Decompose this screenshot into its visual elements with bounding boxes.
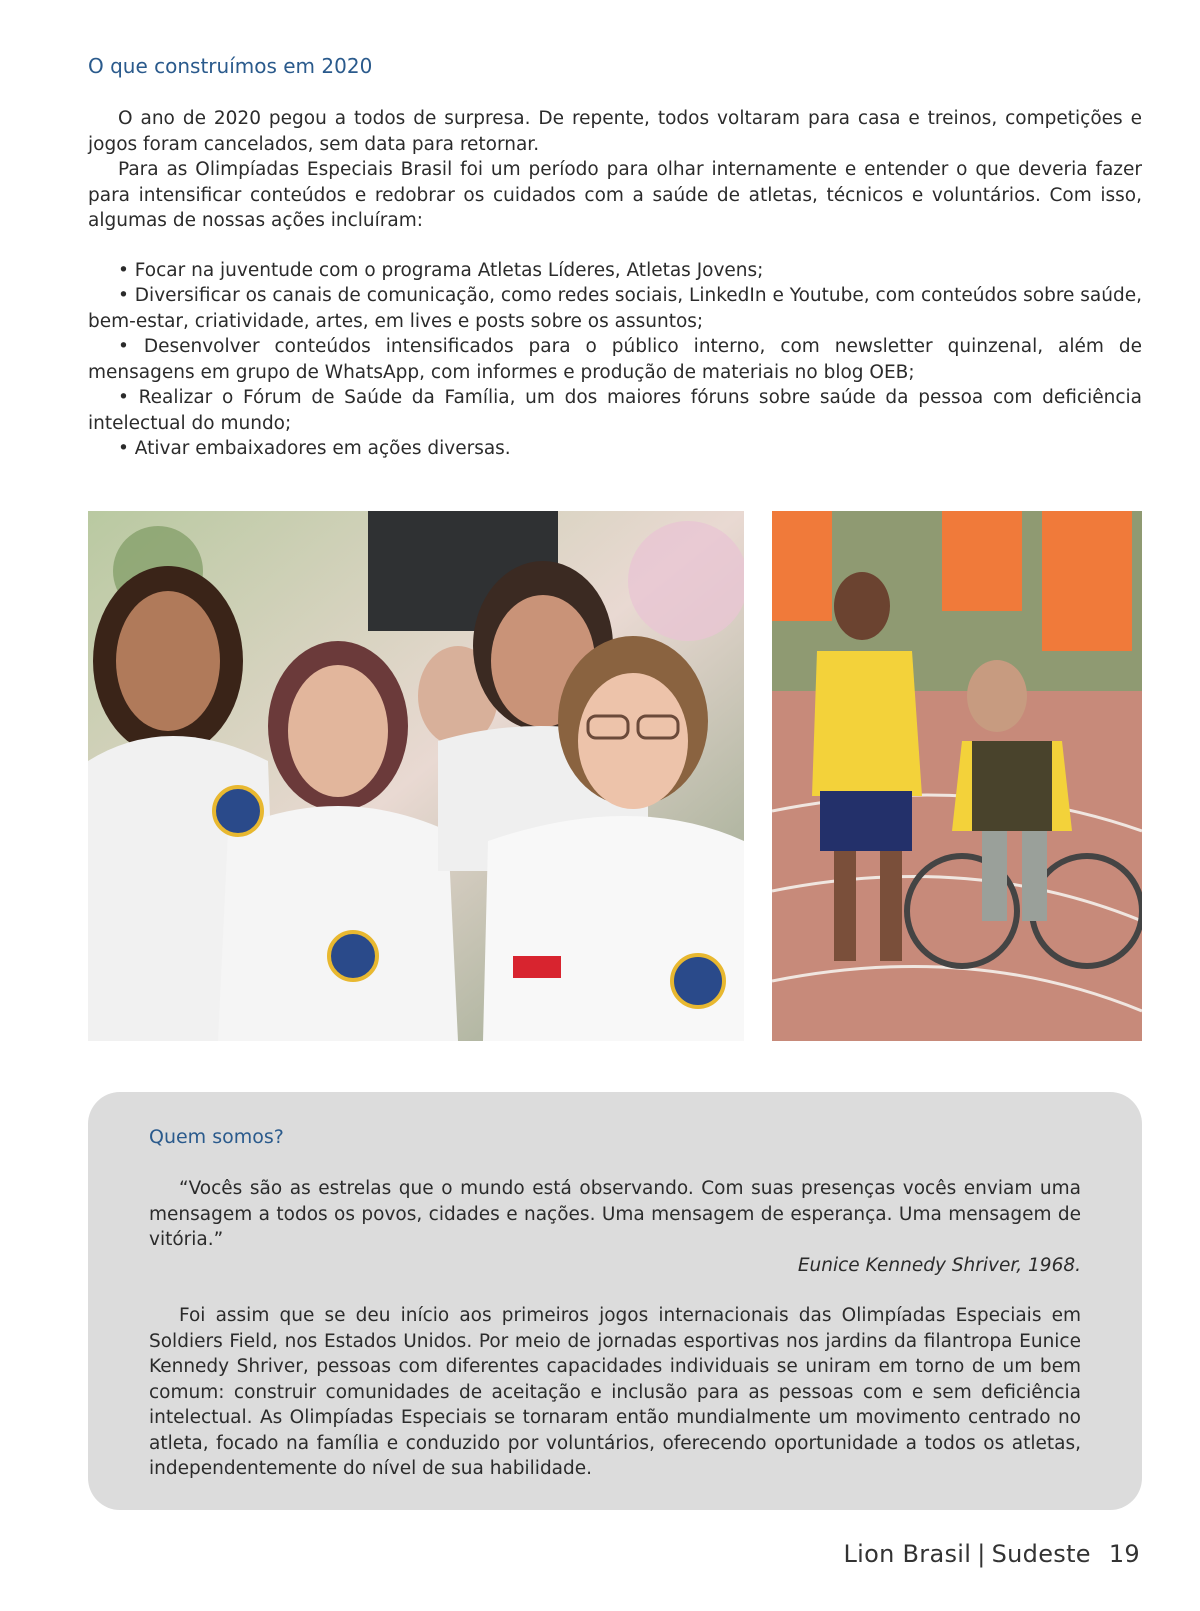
quote: “Vocês são as estrelas que o mundo está observando. Com suas presenças vocês enviam uma mensagem a todos os povos, cidades e nações. Uma mensagem de esperança. Uma mensagem de vitória.” (149, 1178, 1081, 1250)
box-body (149, 1176, 1081, 1482)
actions-list (88, 258, 1142, 462)
photo-wheelchair-athlete-image (772, 511, 1142, 1041)
photo-wheelchair-athlete (772, 511, 1142, 1041)
section-title: O que construímos em 2020 (88, 54, 373, 78)
list-item: • Diversificar os canais de comunicação, como redes sociais, LinkedIn e Youtube, com conteúdos sobre saúde, bem-estar, criatividade, artes, em lives e posts sobre os assuntos; (88, 285, 1142, 332)
photo-athletes-group-image (88, 511, 744, 1041)
intro-paragraph-1: O ano de 2020 pegou a todos de surpresa. De repente, todos voltaram para casa e treinos, competições e jogos foram cancelados, sem data para retornar. (88, 108, 1142, 155)
box-paragraph: Foi assim que se deu início aos primeiros jogos internacionais das Olimpíadas Especiais em Soldiers Field, nos Estados Unidos. Por meio de jornadas esportivas nos jardins da filantropa Eunice Kennedy Shriver, pessoas com diferentes capacidades individuais se uniram em torno de um bem comum: construir comunidades de aceitação e inclusão para as pessoas com e sem deficiência intelectual. As Olimpíadas Especiais se tornaram então mundialmente um movimento centrado no atleta, focado na família e conduzido por voluntários, oferecendo oportunidade a todos os atletas, independentemente do nível de sua habilidade. (149, 1305, 1081, 1479)
spacer (149, 1278, 1081, 1303)
page-footer (843, 1540, 1140, 1568)
region-name: Sudeste (991, 1540, 1091, 1568)
photo-athletes-group (88, 511, 744, 1041)
page-number: 19 (1108, 1540, 1140, 1568)
quote-attribution: Eunice Kennedy Shriver, 1968. (797, 1254, 1081, 1276)
intro-paragraph-2: Para as Olimpíadas Especiais Brasil foi um período para olhar internamente e entender o que deveria fazer para intensificar conteúdos e redobrar os cuidados com a saúde de atletas, técnicos e voluntários. Com isso, algumas de nossas ações incluíram: (88, 159, 1142, 231)
list-item: • Desenvolver conteúdos intensificados para o público interno, com newsletter quinzenal, além de mensagens em grupo de WhatsApp, com informes e produção de materiais no blog OEB; (88, 336, 1142, 383)
list-item: • Ativar embaixadores em ações diversas. (118, 438, 511, 459)
list-item: • Realizar o Fórum de Saúde da Família, um dos maiores fóruns sobre saúde da pessoa com deficiência intelectual do mundo; (88, 387, 1142, 434)
intro-text (88, 106, 1142, 462)
box-title: Quem somos? (149, 1126, 284, 1148)
about-box (88, 1092, 1142, 1510)
list-item: • Focar na juventude com o programa Atletas Líderes, Atletas Jovens; (118, 259, 764, 281)
publication-name: Lion Brasil (843, 1540, 972, 1568)
footer-separator: | (977, 1540, 986, 1568)
